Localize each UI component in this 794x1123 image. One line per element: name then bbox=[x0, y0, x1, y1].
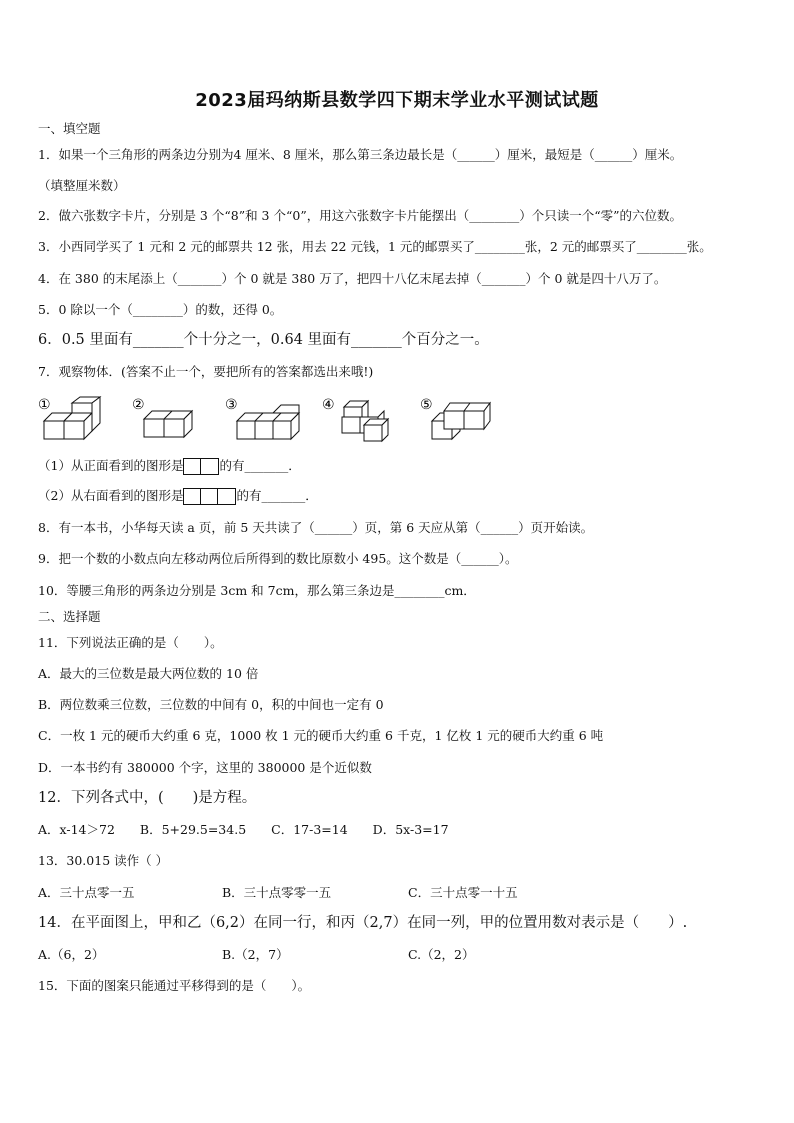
question-14-option-a: A.（6，2） bbox=[38, 947, 105, 962]
cube-figure-3 bbox=[225, 395, 315, 445]
question-3: 3．小西同学买了 1 元和 2 元的邮票共 12 张，用去 22 元钱，1 元的邮票买了________张，2 元的邮票买了________张。 bbox=[38, 239, 712, 254]
question-14-option-c: C.（2，2） bbox=[408, 947, 475, 962]
svg-text:⑤: ⑤ bbox=[420, 397, 433, 413]
question-12: 12．下列各式中，( )是方程。 bbox=[38, 790, 257, 806]
cube-figure-2 bbox=[132, 395, 212, 445]
question-1-note: （填整厘米数） bbox=[38, 178, 126, 193]
question-13-option-b: B．三十点零零一五 bbox=[222, 885, 332, 900]
question-13-option-a: A．三十点零一五 bbox=[38, 885, 135, 900]
question-1: 1．如果一个三角形的两条边分别为4 厘米、8 厘米，那么第三条边最长是（______）厘米，最短是（______）厘米。 bbox=[38, 147, 683, 162]
cube-figure-1 bbox=[38, 395, 118, 445]
section-heading-fill-blank: 一、填空题 bbox=[38, 121, 101, 136]
question-9: 9．把一个数的小数点向左移动两位后所得到的数比原数小 495。这个数是（______）。 bbox=[38, 551, 518, 566]
question-11-option-c: C．一枚 1 元的硬币大约重 6 克，1000 枚 1 元的硬币大约重 6 千克，1 亿枚 1 元的硬币大约重 6 吨 bbox=[38, 728, 604, 743]
svg-text:④: ④ bbox=[322, 397, 335, 413]
question-11-option-a: A．最大的三位数是最大两位数的 10 倍 bbox=[38, 666, 259, 681]
svg-text:③: ③ bbox=[225, 397, 238, 413]
question-14: 14．在平面图上，甲和乙（6,2）在同一行，和丙（2,7）在同一列，甲的位置用数对表示是（ ）. bbox=[38, 915, 688, 931]
figure-label-1: ① bbox=[38, 397, 51, 413]
question-8: 8．有一本书，小华每天读 a 页，前 5 天共读了（______）页，第 6 天应从第（______）页开始读。 bbox=[38, 520, 594, 535]
question-12-options: A．x-14＞72 B．5+29.5=34.5 C．17-3=14 D．5x-3=17 bbox=[38, 822, 449, 837]
svg-text:②: ② bbox=[132, 397, 145, 413]
question-5: 5．0 除以一个（________）的数，还得 0。 bbox=[38, 302, 283, 317]
question-7-part-1: （1）从正面看到的图形是 的有_______． bbox=[38, 458, 301, 473]
question-4: 4．在 380 的末尾添上（_______）个 0 就是 380 万了，把四十八亿末尾去掉（_______）个 0 就是四十八万了。 bbox=[38, 271, 667, 286]
question-2: 2．做六张数字卡片，分别是 3 个“8”和 3 个“0”，用这六张数字卡片能摆出（________）个只读一个“零”的六位数。 bbox=[38, 208, 683, 223]
question-15: 15．下面的图案只能通过平移得到的是（ ）。 bbox=[38, 978, 311, 993]
question-7-part-2: （2）从右面看到的图形是 的有_______． bbox=[38, 488, 318, 503]
cube-figure-4 bbox=[322, 395, 402, 445]
question-14-option-b: B.（2，7） bbox=[222, 947, 289, 962]
question-11: 11．下列说法正确的是（ ）。 bbox=[38, 635, 223, 650]
question-6: 6．0.5 里面有_______个十分之一，0.64 里面有_______个百分之一。 bbox=[38, 332, 489, 348]
front-view-grid-icon bbox=[183, 458, 219, 475]
question-13: 13．30.015 读作（ ） bbox=[38, 853, 169, 868]
section-heading-choice: 二、选择题 bbox=[38, 609, 101, 624]
cube-figure-5 bbox=[420, 395, 500, 445]
question-13-option-c: C．三十点零一十五 bbox=[408, 885, 518, 900]
question-7: 7．观察物体．(答案不止一个，要把所有的答案都选出来哦!) bbox=[38, 364, 374, 379]
question-10: 10．等腰三角形的两条边分别是 3cm 和 7cm，那么第三条边是________cm． bbox=[38, 583, 476, 598]
page-title: 2023届玛纳斯县数学四下期末学业水平测试试题 bbox=[195, 90, 599, 111]
question-11-option-d: D．一本书约有 380000 个字，这里的 380000 是个近似数 bbox=[38, 760, 372, 775]
right-view-grid-icon bbox=[183, 488, 236, 505]
question-11-option-b: B．两位数乘三位数，三位数的中间有 0，积的中间也一定有 0 bbox=[38, 697, 384, 712]
